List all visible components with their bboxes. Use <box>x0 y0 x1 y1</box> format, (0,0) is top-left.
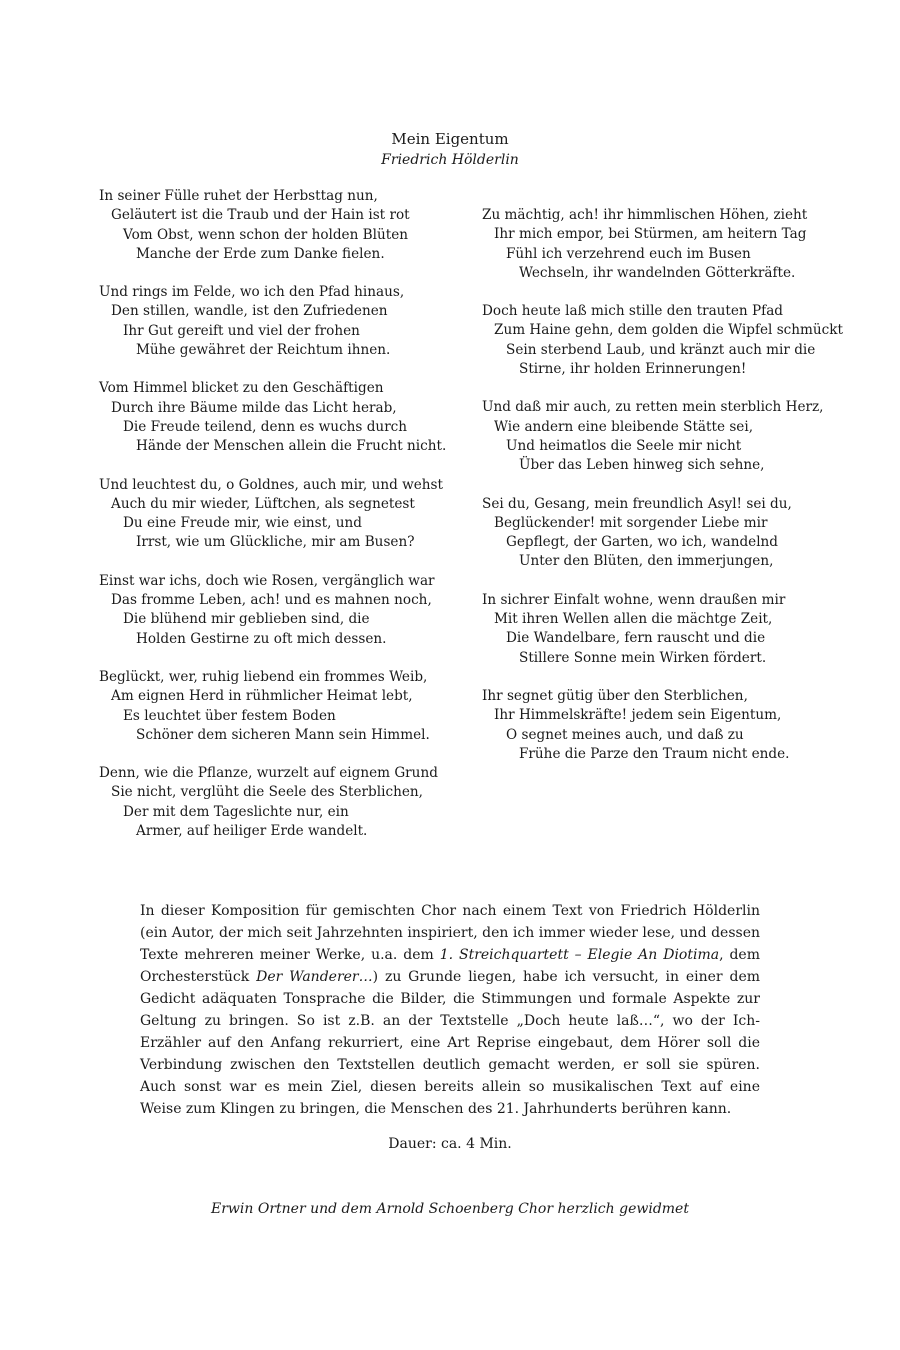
poem-line: Ihr Gut gereift und viel der frohen <box>123 322 360 339</box>
poem-line: Der mit dem Tageslichte nur, ein <box>123 803 349 820</box>
poem-line: Wechseln, ihr wandelnden Götterkräfte. <box>519 264 796 281</box>
stanza <box>482 398 824 475</box>
poem-line: Die blühend mir geblieben sind, die <box>123 611 370 628</box>
poem-line: Geläutert ist die Traub und der Hain ist rot <box>111 207 410 224</box>
poem-line: Vom Himmel blicket zu den Geschäftigen <box>99 380 384 397</box>
stanza <box>99 572 459 649</box>
poem-line: Und heimatlos die Seele mir nicht <box>506 437 742 454</box>
poem-line: Irrst, wie um Glückliche, mir am Busen? <box>136 534 415 551</box>
dedication: Erwin Ortner und dem Arnold Schoenberg Chor herzlich gewidmet <box>211 1201 689 1217</box>
poem-line: Holden Gestirne zu oft mich dessen. <box>136 630 387 647</box>
stanza <box>99 379 459 456</box>
poem-line: Sein sterbend Laub, und kränzt auch mir die <box>506 341 816 358</box>
poem-line: Sei du, Gesang, mein freundlich Asyl! sei du, <box>482 495 792 512</box>
poem-line: Schöner dem sicheren Mann sein Himmel. <box>136 726 430 743</box>
stanza <box>482 591 812 668</box>
poem-line: Mühe gewähret der Reichtum ihnen. <box>136 342 391 359</box>
poem-line: Auch du mir wieder, Lüftchen, als segnetest <box>111 495 415 512</box>
poem-line: In seiner Fülle ruhet der Herbsttag nun, <box>99 188 378 204</box>
poem-line: Die Freude teilend, denn es wuchs durch <box>123 418 408 435</box>
poem-line: Zum Haine gehn, dem golden die Wipfel schmückt <box>494 322 843 339</box>
commentary-work-title-2: Der Wanderer… <box>256 969 373 985</box>
stanza <box>482 687 812 764</box>
poem-line: Armer, auf heiliger Erde wandelt. <box>136 823 368 840</box>
stanza <box>99 187 459 264</box>
commentary-text-3: ) zu Grunde liegen, habe ich versucht, in einer dem Gedicht adäquaten Tonsprache die Bilder, die Stimmungen und formale Aspekte zur Geltung zu bringen. So ist z.B. an der Textstelle „Doch heute laß…“, wo der Ich-Erzähler auf den Anfang rekurriert, eine Art Reprise eingebaut, dem Hörer soll die Verbindung zwischen den Textstellen deutlich gemacht werden, er soll sie spüren. Auch sonst war es mein Ziel, diesen bereits allein so musikalischen Text auf eine Weise zum Klingen zu bringen, die Menschen des 21. Jahrhunderts berühren kann. <box>140 969 760 1117</box>
poem-line: Ihr mich empor, bei Stürmen, am heitern Tag <box>494 226 807 243</box>
poem-line: Denn, wie die Pflanze, wurzelt auf eignem Grund <box>99 765 438 782</box>
poem-line: Ihr Himmelskräfte! jedem sein Eigentum, <box>494 707 782 724</box>
poem-line: Am eignen Herd in rühmlicher Heimat lebt, <box>111 688 413 705</box>
stanza <box>482 206 812 283</box>
poem-line: Das fromme Leben, ach! und es mahnen noch, <box>111 592 432 609</box>
poem-line: Zu mächtig, ach! ihr himmlischen Höhen, zieht <box>482 207 808 223</box>
commentary-text-2: , dem Orchesterstück <box>140 947 760 985</box>
stanza <box>99 283 459 360</box>
commentary-work-title-1: 1. Streichquartett – Elegie An Diotima <box>439 947 720 963</box>
poem-line: Beglückt, wer, ruhig liebend ein frommes Weib, <box>99 668 428 685</box>
stanza <box>482 495 812 572</box>
poem-line: O segnet meines auch, und daß zu <box>506 726 744 743</box>
poem-line: Durch ihre Bäume milde das Licht herab, <box>111 399 397 416</box>
poem-line: Frühe die Parze den Traum nicht ende. <box>519 745 790 762</box>
poem-line: Die Wandelbare, fern rauscht und die <box>506 630 766 647</box>
poem-line: Und rings im Felde, wo ich den Pfad hinaus, <box>99 284 405 301</box>
poem-line: Und daß mir auch, zu retten mein sterblich Herz, <box>482 399 824 416</box>
poem-left-column <box>99 187 459 860</box>
poem-line: Fühl ich verzehrend euch im Busen <box>506 245 751 262</box>
poem-line: Du eine Freude mir, wie einst, und <box>123 515 362 532</box>
poem-line: Stirne, ihr holden Erinnerungen! <box>519 361 747 378</box>
poem-line: In sichrer Einfalt wohne, wenn draußen mir <box>482 591 786 608</box>
poem-line: Mit ihren Wellen allen die mächtge Zeit, <box>494 611 773 628</box>
poem-line: Gepflegt, der Garten, wo ich, wandelnd <box>506 534 779 551</box>
poem-author: Friedrich Hölderlin <box>381 152 519 168</box>
poem-line: Über das Leben hinweg sich sehne, <box>519 457 765 474</box>
poem-right-column <box>482 206 843 783</box>
poem-line: Sie nicht, verglüht die Seele des Sterblichen, <box>111 784 423 801</box>
stanza <box>482 302 843 379</box>
composer-commentary <box>140 900 760 1120</box>
poem-line: Doch heute laß mich stille den trauten Pfad <box>482 303 783 320</box>
poem-line: Stillere Sonne mein Wirken fördert. <box>519 649 767 666</box>
poem-line: Hände der Menschen allein die Frucht nicht. <box>136 438 447 455</box>
poem-title: Mein Eigentum <box>391 130 509 148</box>
poem-line: Wie andern eine bleibende Stätte sei, <box>494 418 754 435</box>
poem-line: Ihr segnet gütig über den Sterblichen, <box>482 687 748 704</box>
stanza <box>99 668 459 745</box>
poem-line: Beglückender! mit sorgender Liebe mir <box>494 514 768 531</box>
poem-line: Vom Obst, wenn schon der holden Blüten <box>123 226 409 243</box>
stanza <box>99 476 459 553</box>
poem-line: Und leuchtest du, o Goldnes, auch mir, und wehst <box>99 476 443 493</box>
stanza <box>99 764 459 841</box>
poem-line: Unter den Blüten, den immerjungen, <box>519 553 774 570</box>
commentary-text-1: In dieser Komposition für gemischten Chor nach einem Text von Friedrich Hölderlin (ein Autor, der mich seit Jahrzehnten inspiriert, den ich immer wieder lese, und dessen Texte mehreren meiner Werke, u.a. dem <box>140 903 760 963</box>
duration-note: Dauer: ca. 4 Min. <box>388 1136 512 1152</box>
poem-line: Den stillen, wandle, ist den Zufriedenen <box>111 303 388 320</box>
poem-line: Manche der Erde zum Danke fielen. <box>136 245 385 262</box>
poem-line: Einst war ichs, doch wie Rosen, vergänglich war <box>99 572 435 589</box>
poem-line: Es leuchtet über festem Boden <box>123 707 336 724</box>
